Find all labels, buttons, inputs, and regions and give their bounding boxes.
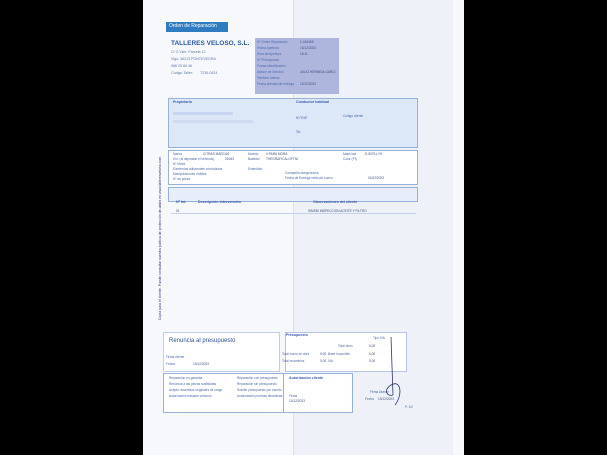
work-observation: SIMSBI INSPECCION ACEITE Y FILTRO	[308, 209, 367, 213]
option-item: Reparación con presupuesto	[237, 376, 278, 380]
redacted-owner	[173, 112, 233, 115]
authorization-date: 13/12/2023	[289, 399, 305, 403]
redacted-owner	[173, 120, 253, 123]
vehicle-right-value: 01/02/2023	[368, 176, 384, 180]
driver-title: Conductor habitual	[296, 100, 329, 104]
info-label: Fecha prevista de entrega	[257, 82, 295, 86]
payment-row-label: Total mano de obra	[282, 352, 310, 356]
info-label: Teléfono Asesor	[257, 76, 280, 80]
option-item: Autorización pruebas dinámicas	[237, 394, 283, 398]
info-label: Asesor de Servicio	[257, 70, 284, 74]
vehicle-value: CITRAS MARCAS	[203, 152, 230, 156]
payment-title: Presupuesto	[286, 333, 308, 337]
info-label: Hora de Apertura	[257, 52, 282, 56]
vehicle-mid-value: V.PARA MORA	[266, 152, 288, 156]
option-item: Reparación en garantía	[169, 376, 203, 380]
payment-row-value: 0,00	[369, 344, 376, 348]
option-item: Solicito presupuesto por escrito	[237, 388, 282, 392]
work-col-observations: Observaciones del cliente	[313, 200, 358, 204]
option-item: Autorización traslado vehículo	[169, 394, 212, 398]
taxable-base-value: 0,00	[369, 352, 376, 356]
payment-row-value: 0,00	[320, 352, 327, 356]
driver-tel-label: Tel.	[296, 130, 301, 134]
payment-row-label: Total otros	[338, 344, 353, 348]
work-row-number: 01	[176, 209, 180, 213]
owner-title: Propietario	[173, 100, 192, 104]
driver-client-code-label: Código cliente	[343, 114, 364, 118]
company-code-value: T236-0424	[200, 71, 218, 75]
option-item: Reparación sin presupuesto	[237, 382, 277, 386]
vehicle-right-label: Color (Pt)	[343, 157, 357, 161]
info-value: 18:11	[300, 52, 308, 56]
info-label: Nº Orden Reparación	[257, 40, 288, 44]
footer-date-label: Fecha	[365, 397, 374, 401]
vat-label: IVA	[328, 359, 333, 363]
info-value: 1-010465	[300, 40, 314, 44]
vehicle-right-value: E-5079-LYH	[365, 152, 383, 156]
info-value: 12/12/2023	[300, 82, 316, 86]
option-item: Acepto recambios originales de cargo	[169, 388, 223, 392]
company-name: TALLERES VELOSO, S.L.	[171, 40, 250, 47]
waiver-date-value: 13/12/2023	[193, 362, 209, 366]
footer-date-value: 13/12/2023	[378, 397, 394, 401]
vehicle-label: Nº de póliza	[173, 177, 191, 181]
advisor-signature-label: Firma Asesor	[370, 390, 389, 394]
vehicle-value: 21063	[225, 157, 234, 161]
client-signature-label: Firma cliente	[166, 355, 185, 359]
payment-row-value: 0,00	[320, 359, 327, 363]
privacy-notice: Copia para el cliente. Puede consultar nuestra política de protección de datos en www.talleresveloso.com	[158, 156, 162, 320]
vehicle-label: Manipulaciones visibles	[173, 172, 207, 176]
info-label: Forma Identificación	[257, 64, 286, 68]
info-label: Fecha Apertura	[257, 46, 279, 50]
work-col-number: Nº Int.	[176, 200, 187, 204]
work-row-divider	[171, 213, 416, 214]
page-number: P. 1/2	[405, 405, 413, 409]
order-title: Orden de Reparación	[166, 22, 228, 32]
handwritten-signature	[373, 335, 413, 410]
info-label: Nº Presupuesto	[257, 58, 280, 62]
vehicle-mid-value: THEGRAFICALOFTNI	[266, 157, 298, 161]
taxable-base-label: Base Imponible	[328, 352, 350, 356]
company-address-line: Vigo, 36213 PONTEVEDRA	[171, 57, 216, 61]
vat-type-label: Tipo IVA	[373, 336, 385, 340]
company-address-line: 986 25 68 46	[171, 64, 192, 68]
driver-id-label: Nº/TNIF	[296, 116, 308, 120]
info-value: JULIO HERMIDA GARCI	[300, 70, 336, 74]
vehicle-label: Marca	[173, 152, 182, 156]
authorization-title: Autorización cliente	[289, 376, 324, 380]
vehicle-right-label: Matrícula	[343, 152, 357, 156]
work-col-description: Descripción intervención	[198, 200, 241, 204]
vehicle-right-label: Compañía aseguradora	[285, 171, 319, 175]
vat-value: 0,00	[369, 359, 376, 363]
vehicle-mid-label: Extendido	[248, 167, 263, 171]
authorization-signature-label: Firma	[289, 394, 298, 398]
vehicle-mid-label: Bastidor	[248, 157, 260, 161]
owner-driver-box	[168, 98, 418, 148]
vehicle-label: Nº Motor	[173, 162, 186, 166]
payment-row-label: Total recambios	[282, 359, 305, 363]
vehicle-label: Km. (al depositar el vehículo)	[173, 157, 215, 161]
option-item: Renuncia a las piezas sustituidas	[169, 382, 217, 386]
vehicle-right-label: Fecha de Entrega vehículo nuevo	[285, 176, 333, 180]
info-value: 13/12/2023	[300, 46, 316, 50]
company-code-label: Código Taller:	[171, 71, 193, 75]
company-address-line: C/ O Vixe, Parcela 12	[171, 50, 206, 54]
vehicle-label: Elementos adicionales controlados	[173, 167, 223, 171]
vehicle-mid-label: Modelo	[248, 152, 259, 156]
document-page	[143, 0, 464, 455]
waiver-date-label: Fecha	[166, 362, 175, 366]
budget-waiver-title: Renuncia al presupuesto	[169, 338, 236, 344]
